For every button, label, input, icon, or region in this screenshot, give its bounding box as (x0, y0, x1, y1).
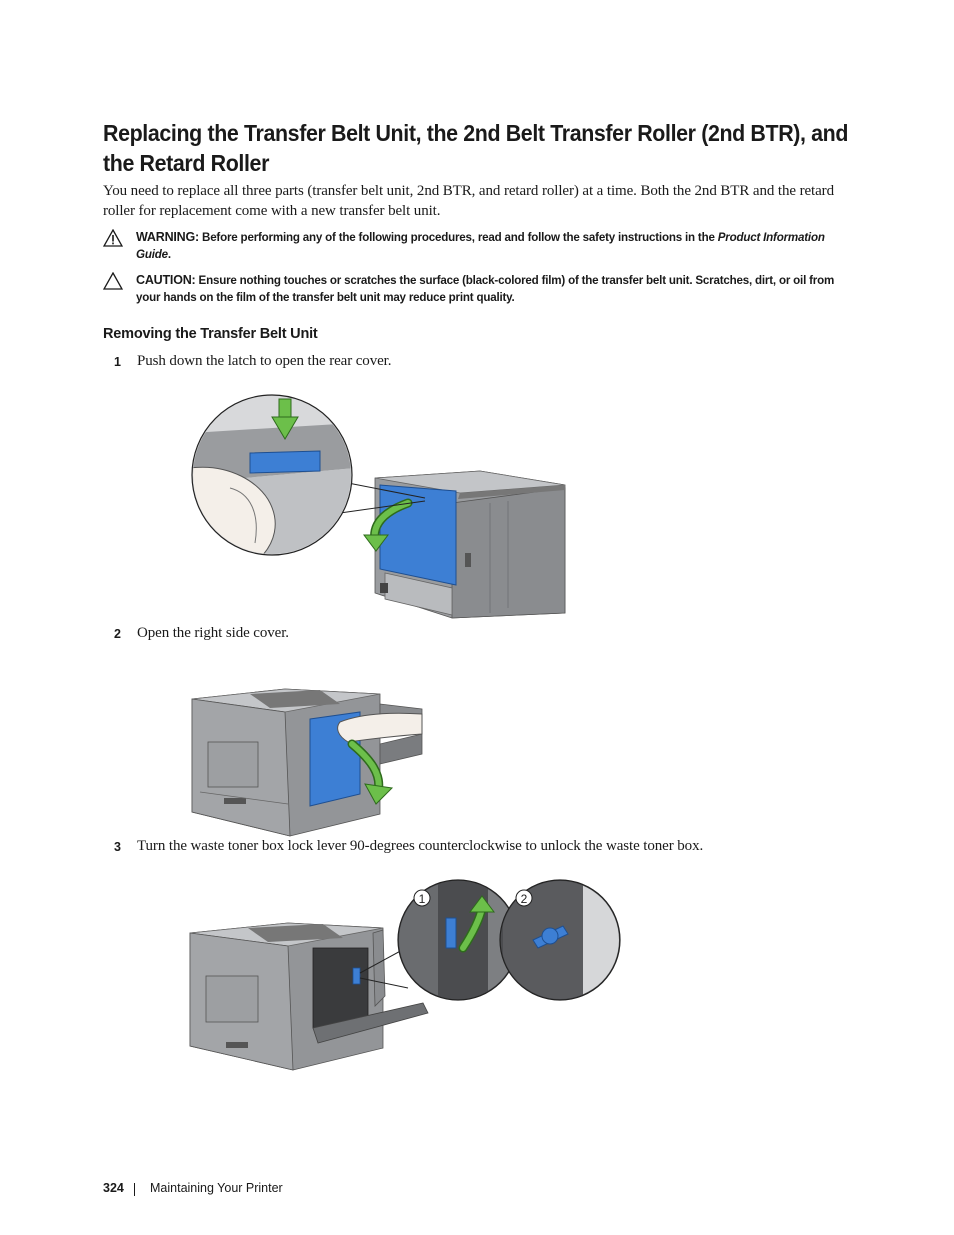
callout-2-label: 2 (520, 892, 528, 906)
intro-paragraph: You need to replace all three parts (transfer belt unit, 2nd BTR, and retard roller) at a time. Both the 2nd BTR and the retard roller for replacement come with a new transfer belt unit. (103, 183, 834, 219)
figure-rear-cover-latch (190, 393, 570, 625)
section-heading: Removing the Transfer Belt Unit (103, 326, 318, 342)
footer-section-title: Maintaining Your Printer (150, 1181, 283, 1195)
step-2-number: 2 (114, 627, 121, 641)
caution-icon (103, 272, 123, 290)
caution-label: CAUTION: (136, 273, 196, 287)
figure-waste-toner-lock-lever (188, 878, 623, 1074)
step-3-text: Turn the waste toner box lock lever 90-degrees counterclockwise to unlock the waste toner box. (137, 838, 704, 854)
page-title: Replacing the Transfer Belt Unit, the 2nd Belt Transfer Roller (2nd BTR), and the Retard Roller (103, 120, 849, 176)
warning-period: . (167, 248, 171, 261)
warning-guide-title: Product Information Guide (136, 231, 825, 261)
warning-icon (103, 229, 123, 247)
callout-1-label: 1 (418, 892, 426, 906)
warning-label: WARNING: (136, 230, 199, 244)
footer-divider (134, 1183, 135, 1196)
step-3-number: 3 (114, 840, 121, 854)
step-2-text: Open the right side cover. (137, 625, 289, 641)
step-1-text: Push down the latch to open the rear cover. (137, 353, 392, 369)
caution-text: Ensure nothing touches or scratches the surface (black-colored film) of the transfer belt unit. Scratches, dirt, or oil from your hands on the film of the transfer belt unit may reduce print quality. (136, 274, 835, 304)
page-number: 324 (103, 1181, 124, 1195)
step-1-number: 1 (114, 355, 121, 369)
figure-right-side-cover (190, 664, 425, 839)
warning-text: Before performing any of the following procedures, read and follow the safety instructions in the (202, 231, 715, 244)
